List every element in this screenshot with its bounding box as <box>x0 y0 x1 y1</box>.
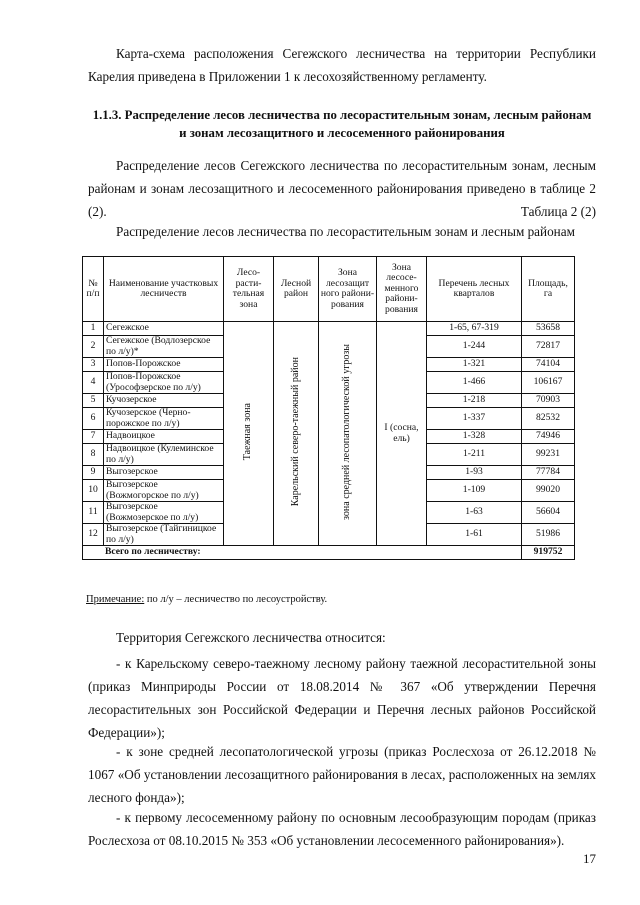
row-area: 53658 <box>522 322 575 336</box>
row-name: Выгозерское (Вожмогорское по л/у) <box>104 480 224 502</box>
intro-paragraph: Карта-схема расположения Сегежского лесничества на территории Республики Карелия приведена в Приложении 1 к лесохозяйственному регламенту. <box>88 46 596 84</box>
section-heading-line-2: и зонам лесозащитного и лесосеменного районирования <box>179 126 505 140</box>
row-num: 3 <box>83 358 104 372</box>
row-quarters: 1-211 <box>427 444 522 466</box>
forest-distribution-table <box>82 256 575 560</box>
row-area: 72817 <box>522 336 575 358</box>
row-area: 99231 <box>522 444 575 466</box>
merged-zone <box>224 322 274 546</box>
territory-item-3: - к первому лесосеменному району по основным лесообразующим породам (приказ Рослесхоза от 08.10.2015 № 353 «Об установлении лесосеменного районирования»). <box>88 810 596 848</box>
row-quarters: 1-61 <box>427 524 522 546</box>
row-num: 9 <box>83 466 104 480</box>
table-label: Таблица 2 (2) <box>520 204 596 219</box>
merged-region <box>274 322 319 546</box>
row-name: Попов-Порожское (Урософзерское по л/у) <box>104 372 224 394</box>
header-name: Наименование участковых лесничеств <box>104 257 224 322</box>
row-area: 74946 <box>522 430 575 444</box>
territory-lead: Территория Сегежского лесничества относится: <box>116 630 386 645</box>
total-label: Всего по лесничеству: <box>83 546 522 560</box>
row-name: Выгозерское (Тайгиницкое по л/у) <box>104 524 224 546</box>
header-num: № п/п <box>83 257 104 322</box>
merged-protect <box>319 322 377 546</box>
territory-item-2: - к зоне средней лесопатологической угрозы (приказ Рослесхоза от 26.12.2018 № 1067 «Об установлении лесозащитного районирования в лесах, расположенных на землях лесного фонда»); <box>88 744 596 805</box>
table-row <box>83 322 575 336</box>
header-quarters: Перечень лесных кварталов <box>427 257 522 322</box>
row-name: Надвоицкое <box>104 430 224 444</box>
row-num: 2 <box>83 336 104 358</box>
merged-region-text: Карельский северо-таежный район <box>289 357 301 507</box>
row-quarters: 1-63 <box>427 502 522 524</box>
row-name: Выгозерское <box>104 466 224 480</box>
section-paragraph: Распределение лесов Сегежского лесничества по лесорастительным зонам, лесным районам и зонам лесозащитного и лесосеменного районирования приведено в таблице 2 (2). <box>88 158 596 219</box>
header-area: Площадь, га <box>522 257 575 322</box>
note-label: Примечание: <box>86 594 145 605</box>
territory-item-1: - к Карельскому северо-таежному лесному району таежной лесорастительной зоны (приказ Минприроды России от 18.08.2014 № 367 «Об утверждении Перечня лесорастительных зон Российской Федерации и Перечня лесных районов Российской Федерации»); <box>88 656 596 740</box>
row-name: Кучозерское <box>104 394 224 408</box>
row-num: 12 <box>83 524 104 546</box>
header-zone: Лесо- расти- тельная зона <box>224 257 274 322</box>
row-name: Выгозерское (Вожмозерское по л/у) <box>104 502 224 524</box>
row-num: 4 <box>83 372 104 394</box>
merged-zone-text: Таежная зона <box>242 403 254 461</box>
section-heading <box>88 106 596 142</box>
row-quarters: 1-321 <box>427 358 522 372</box>
row-area: 106167 <box>522 372 575 394</box>
row-quarters: 1-466 <box>427 372 522 394</box>
page-number: 17 <box>583 851 596 866</box>
row-area: 51986 <box>522 524 575 546</box>
row-area: 99020 <box>522 480 575 502</box>
row-quarters: 1-109 <box>427 480 522 502</box>
row-num: 7 <box>83 430 104 444</box>
header-protect: Зона лесозащит ного райони- рования <box>319 257 377 322</box>
row-name: Сегежское (Водлозерское по л/у)* <box>104 336 224 358</box>
total-area: 919752 <box>522 546 575 560</box>
merged-seed: I (сосна, ель) <box>377 322 427 546</box>
section-heading-line-1: 1.1.3. Распределение лесов лесничества по лесорастительным зонам, лесным районам <box>92 108 592 122</box>
row-area: 70903 <box>522 394 575 408</box>
header-region: Лесной район <box>274 257 319 322</box>
row-quarters: 1-244 <box>427 336 522 358</box>
table-note <box>86 594 327 605</box>
row-quarters: 1-328 <box>427 430 522 444</box>
row-quarters: 1-218 <box>427 394 522 408</box>
row-name: Надвоицкое (Кулеминское по л/у) <box>104 444 224 466</box>
table-caption: Распределение лесов лесничества по лесорастительным зонам и лесным районам <box>116 224 575 239</box>
row-name: Сегежское <box>104 322 224 336</box>
row-quarters: 1-337 <box>427 408 522 430</box>
merged-protect-text: зона средней лесопатологической угрозы <box>341 343 353 520</box>
row-area: 74104 <box>522 358 575 372</box>
row-num: 5 <box>83 394 104 408</box>
row-area: 82532 <box>522 408 575 430</box>
row-num: 1 <box>83 322 104 336</box>
header-seed: Зона лесосе- менного райони- рования <box>377 257 427 322</box>
row-num: 8 <box>83 444 104 466</box>
row-name: Попов-Порожское <box>104 358 224 372</box>
row-name: Кучозерское (Черно- порожское по л/у) <box>104 408 224 430</box>
row-num: 6 <box>83 408 104 430</box>
row-num: 10 <box>83 480 104 502</box>
note-text: по л/у – лесничество по лесоустройству. <box>144 594 328 605</box>
row-area: 77784 <box>522 466 575 480</box>
row-quarters: 1-93 <box>427 466 522 480</box>
table-header-row <box>83 257 575 322</box>
row-num: 11 <box>83 502 104 524</box>
row-quarters: 1-65, 67-319 <box>427 322 522 336</box>
table-total-row <box>83 546 575 560</box>
row-area: 56604 <box>522 502 575 524</box>
